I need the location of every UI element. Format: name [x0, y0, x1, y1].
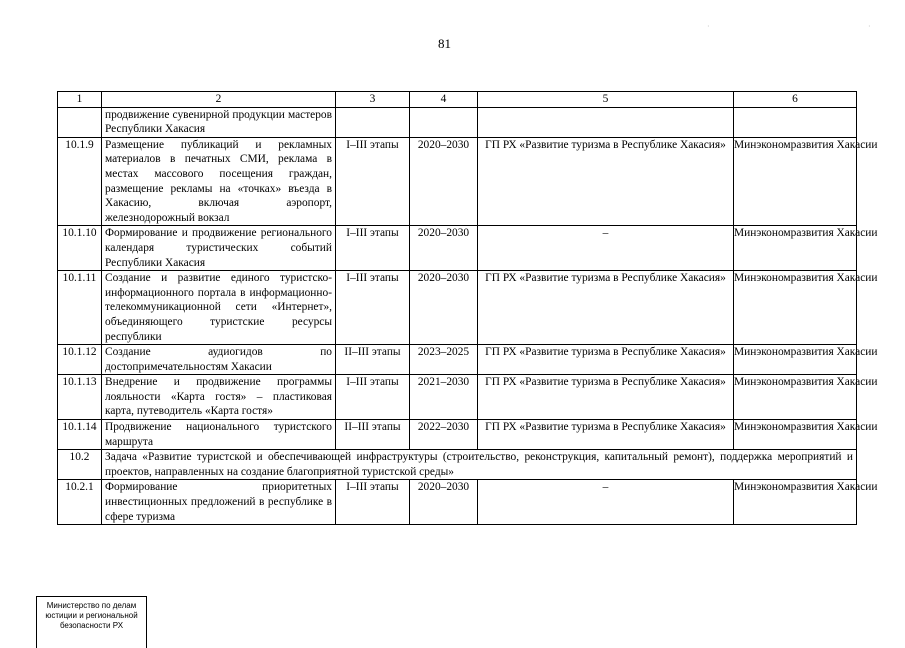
years-cell: 2021–2030: [410, 375, 478, 420]
stamp-line: безопасности РХ: [59, 621, 124, 630]
program-cell: ГП РХ «Развитие туризма в Республике Хакасия»: [478, 420, 734, 450]
years-cell: 2020–2030: [410, 271, 478, 345]
measures-table: [57, 91, 878, 525]
table-row: [58, 480, 857, 525]
header-cell: 5: [478, 92, 734, 108]
scan-speck: ·: [868, 22, 871, 31]
executor-cell: Минэкономразвития Хакасии: [734, 137, 857, 226]
years-cell: 2023–2025: [410, 345, 478, 375]
header-cell: 2: [102, 92, 336, 108]
description-cell: Создание аудиогидов по достопримечательностям Хакасии: [102, 345, 336, 375]
description-cell: Внедрение и продвижение программы лояльности «Карта гостя» – пластиковая карта, путеводитель «Карта гостя»: [102, 375, 336, 420]
header-cell: 1: [58, 92, 102, 108]
years-cell: 2022–2030: [410, 420, 478, 450]
num-cell: 10.2.1: [58, 480, 102, 525]
years-cell: 2020–2030: [410, 137, 478, 226]
years-cell: 2020–2030: [410, 226, 478, 271]
header-cell: 4: [410, 92, 478, 108]
table-row: [58, 420, 857, 450]
task-row: [58, 450, 857, 480]
executor-cell: Минэкономразвития Хакасии: [734, 226, 857, 271]
description-cell: Формирование приоритетных инвестиционных предложений в республике в сфере туризма: [102, 480, 336, 525]
description-cell: продвижение сувенирной продукции мастеров Республики Хакасия: [102, 107, 336, 137]
table-row: [58, 226, 857, 271]
task-text-cell: Задача «Развитие туристской и обеспечивающей инфраструктуры (строительство, реконструкция, капитальный ремонт), поддержка мероприятий и проектов, направленных на создание благоприятной туристской среды»: [102, 450, 857, 480]
stages-cell: I–III этапы: [336, 226, 410, 271]
stages-cell: II–III этапы: [336, 345, 410, 375]
stages-cell: I–III этапы: [336, 375, 410, 420]
header-row: [58, 92, 857, 108]
task-num-cell: 10.2: [58, 450, 102, 480]
table-row: [58, 375, 857, 420]
num-cell: 10.1.14: [58, 420, 102, 450]
description-cell: Создание и развитие единого туристско-информационного портала в информационно-телекоммуникационной сети «Интернет», объединяющего туристские ресурсы республики: [102, 271, 336, 345]
years-cell: 2020–2030: [410, 480, 478, 525]
num-cell: 10.1.11: [58, 271, 102, 345]
description-cell: Продвижение национального туристского маршрута: [102, 420, 336, 450]
stages-cell: I–III этапы: [336, 271, 410, 345]
table-body: [58, 92, 878, 525]
num-cell: 10.1.12: [58, 345, 102, 375]
stages-cell: I–III этапы: [336, 137, 410, 226]
description-cell: Формирование и продвижение регионального календаря туристических событий Республики Хакасия: [102, 226, 336, 271]
num-cell: 10.1.13: [58, 375, 102, 420]
stages-cell: [336, 107, 410, 137]
stages-cell: I–III этапы: [336, 480, 410, 525]
stamp-line: Министерство по делам: [46, 601, 137, 610]
executor-cell: Минэкономразвития Хакасии: [734, 420, 857, 450]
description-cell: Размещение публикаций и рекламных материалов в печатных СМИ, реклама в местах массового посещения граждан, размещение рекламы на «точках» въезда в Хакасию, включая аэропорт, железнодорожный вокзал: [102, 137, 336, 226]
program-cell: –: [478, 226, 734, 271]
executor-cell: Минэкономразвития Хакасии: [734, 345, 857, 375]
executor-cell: [734, 107, 857, 137]
table-row: [58, 345, 857, 375]
years-cell: [410, 107, 478, 137]
executor-cell: Минэкономразвития Хакасии: [734, 271, 857, 345]
program-cell: ГП РХ «Развитие туризма в Республике Хакасия»: [478, 375, 734, 420]
page-number: 81: [438, 36, 451, 51]
program-cell: ГП РХ «Развитие туризма в Республике Хакасия»: [478, 271, 734, 345]
program-cell: [478, 107, 734, 137]
num-cell: [58, 107, 102, 137]
continuation-row: [58, 107, 857, 137]
stamp-line: юстиции и региональной: [45, 611, 138, 620]
table-row: [58, 137, 857, 226]
ministry-stamp: [36, 596, 147, 648]
executor-cell: Минэкономразвития Хакасии: [734, 480, 857, 525]
header-cell: 3: [336, 92, 410, 108]
num-cell: 10.1.9: [58, 137, 102, 226]
executor-cell: Минэкономразвития Хакасии: [734, 375, 857, 420]
num-cell: 10.1.10: [58, 226, 102, 271]
table-row: [58, 271, 857, 345]
program-cell: ГП РХ «Развитие туризма в Республике Хакасия»: [478, 137, 734, 226]
header-cell: 6: [734, 92, 857, 108]
program-cell: ГП РХ «Развитие туризма в Республике Хакасия»: [478, 345, 734, 375]
program-cell: –: [478, 480, 734, 525]
scan-speck: ·: [707, 22, 710, 31]
stages-cell: II–III этапы: [336, 420, 410, 450]
